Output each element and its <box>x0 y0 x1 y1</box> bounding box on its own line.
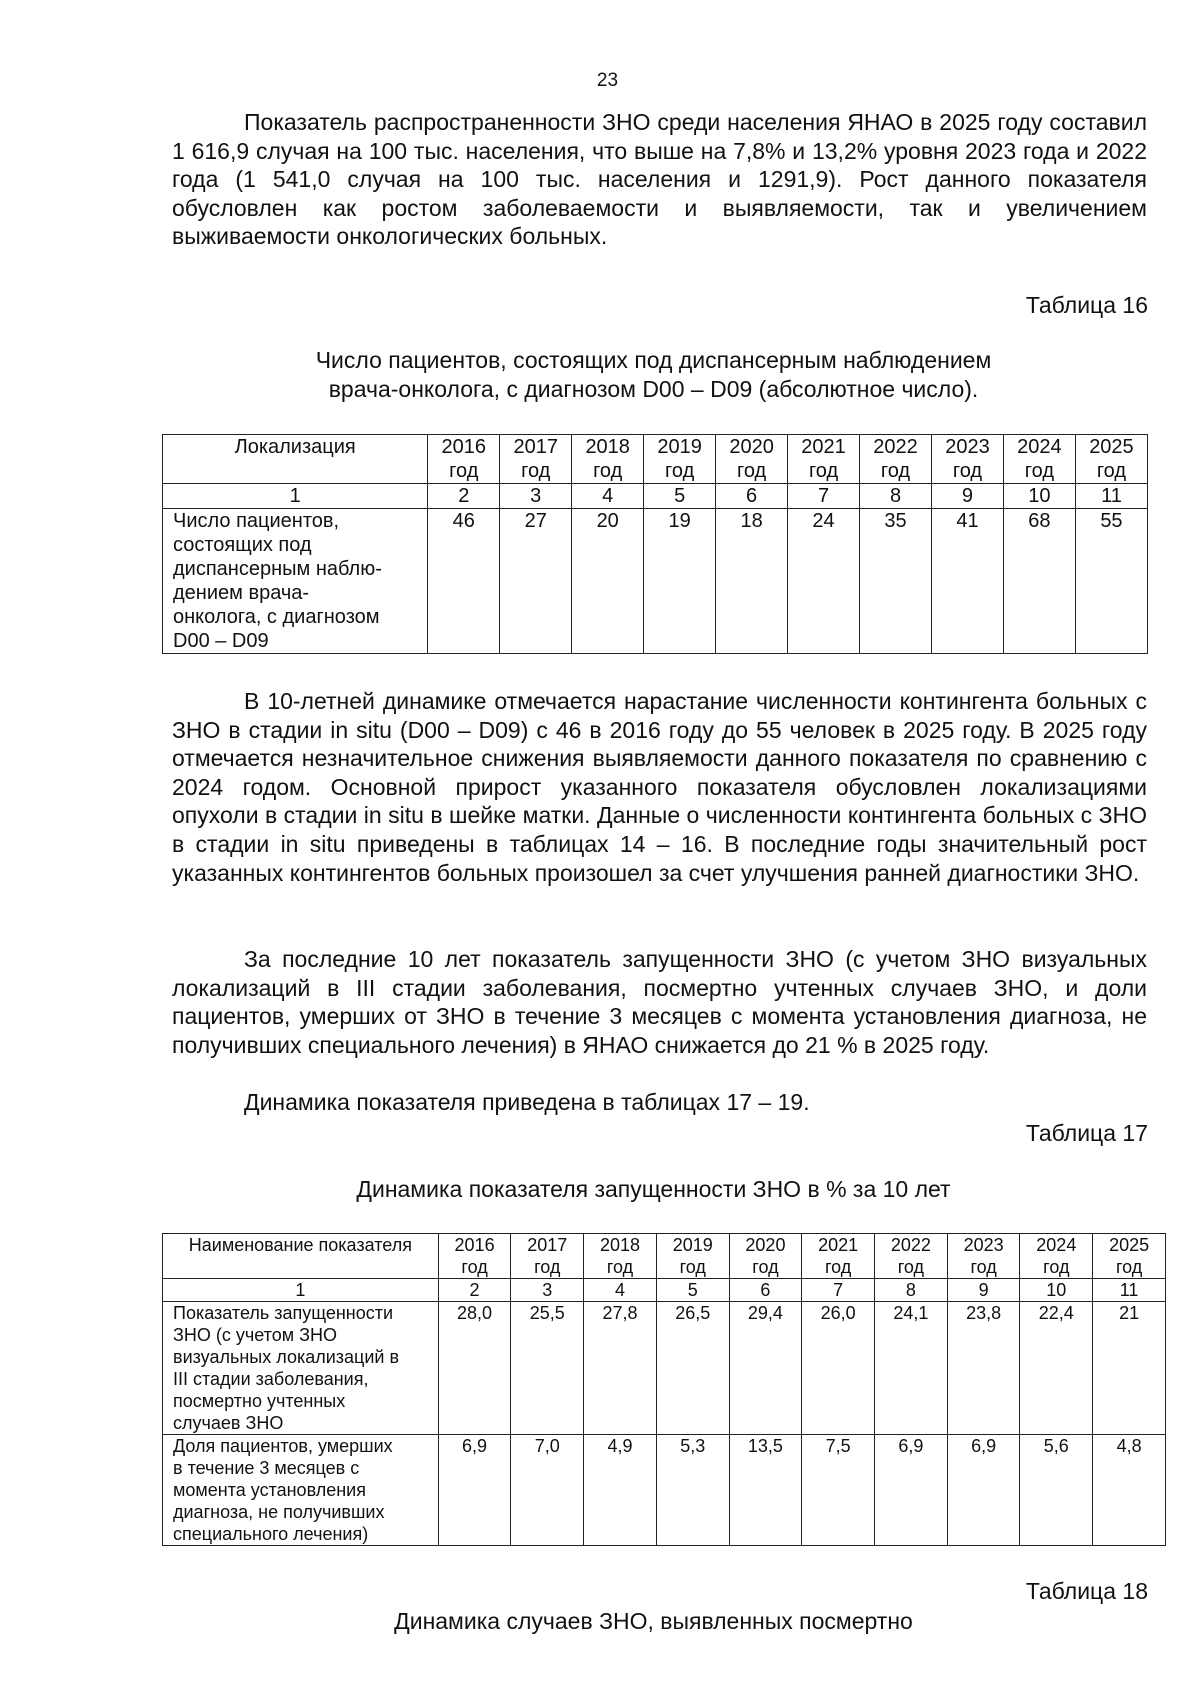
year-value: 2022 <box>873 436 918 458</box>
year-suffix: год <box>521 460 551 482</box>
year-value: 2016 <box>441 436 487 458</box>
table-row <box>163 1435 1166 1546</box>
row-name-line: случаев ЗНО <box>173 1413 284 1433</box>
cell-value: 22,4 <box>1020 1302 1093 1435</box>
column-header-year <box>438 1234 511 1279</box>
table-17-caption: Динамика показателя запущенности ЗНО в % за 10 лет <box>356 1176 951 1202</box>
year-suffix: год <box>897 1257 925 1277</box>
cell-value: 18 <box>716 509 788 654</box>
column-header-year <box>788 435 860 484</box>
year-value: 2024 <box>1036 1235 1077 1255</box>
year-value: 2021 <box>801 436 846 458</box>
year-value: 2018 <box>585 436 630 458</box>
year-value: 2018 <box>599 1235 641 1255</box>
column-number: 3 <box>511 1279 584 1302</box>
year-suffix: год <box>461 1257 488 1277</box>
column-number: 3 <box>500 484 572 509</box>
table-16 <box>162 434 1148 654</box>
column-number: 9 <box>931 484 1003 509</box>
table-18-caption: Динамика случаев ЗНО, выявленных посмертно <box>394 1608 913 1634</box>
cell-value: 46 <box>428 509 500 654</box>
year-value: 2021 <box>818 1235 859 1255</box>
year-suffix: год <box>679 1257 706 1277</box>
cell-value: 27,8 <box>584 1302 657 1435</box>
cell-value: 28,0 <box>438 1302 511 1435</box>
row-name-line: Показатель запущенности <box>173 1303 394 1323</box>
column-header-year <box>644 435 716 484</box>
year-suffix: год <box>449 460 479 482</box>
cell-value: 24,1 <box>875 1302 948 1435</box>
paragraph-prevalence: Показатель распространенности ЗНО среди населения ЯНАО в 2025 году составил 1 616,9 случая на 100 тыс. населения, что выше на 7,8% и 13,2% уровня 2023 года и 2022 года (1 541,0 случая на 100 тыс. населения и 1291,9). Рост данного показателя обусловлен как ростом заболеваемости и выявляемости, так и увеличением выживаемости онкологических больных. <box>172 109 1147 250</box>
column-number: 5 <box>644 484 716 509</box>
row-name-line: дением врача- <box>173 582 310 604</box>
table-row <box>163 509 1148 654</box>
column-header-year <box>511 1234 584 1279</box>
year-suffix: год <box>825 1257 852 1277</box>
table-16-caption <box>160 346 1147 404</box>
year-value: 2025 <box>1109 1235 1150 1255</box>
year-value: 2016 <box>454 1235 495 1255</box>
row-name-line: визуальных локализаций в <box>173 1347 400 1367</box>
year-suffix: год <box>665 460 695 482</box>
column-header-year <box>729 1234 802 1279</box>
column-number-row <box>163 484 1148 509</box>
cell-value: 4,9 <box>584 1435 657 1546</box>
row-name-line: Число пациентов, <box>173 510 340 532</box>
header-row <box>163 435 1148 484</box>
year-suffix: год <box>1043 1257 1070 1277</box>
column-number: 11 <box>1075 484 1147 509</box>
column-header-year <box>716 435 788 484</box>
year-suffix: год <box>1024 460 1055 482</box>
paragraph-in-situ-dynamics: В 10-летней динамике отмечается нарастание численности контингента больных с ЗНО в стадии in situ (D00 – D09) с 46 в 2016 году до 55 человек в 2025 году. В 2025 году отмечается незначительное снижения выявляемости данного показателя по сравнению с 2024 годом. Основной прирост указанного показателя обусловлен локализациями опухоли в стадии in situ в шейке матки. Данные о численности контингента больных с ЗНО в стадии in situ приведены в таблицах 14 – 16. В последние годы значительный рост указанных контингентов больных произошел за счет улучшения ранней диагностики ЗНО. <box>172 688 1147 886</box>
row-name-line: посмертно учтенных <box>173 1391 346 1411</box>
row-name-line: ЗНО (с учетом ЗНО <box>173 1325 337 1345</box>
year-value: 2020 <box>745 1235 786 1255</box>
year-suffix: год <box>970 1257 997 1277</box>
year-suffix: год <box>752 1257 779 1277</box>
column-number: 1 <box>163 1279 439 1302</box>
cell-value: 13,5 <box>729 1435 802 1546</box>
row-name-line: онколога, с диагнозом <box>173 606 380 628</box>
cell-value: 55 <box>1075 509 1147 654</box>
cell-value: 20 <box>572 509 644 654</box>
column-header-year <box>500 435 572 484</box>
column-header-year <box>572 435 644 484</box>
column-number: 10 <box>1003 484 1075 509</box>
column-header-year <box>1093 1234 1166 1279</box>
year-suffix: год <box>593 460 623 482</box>
row-name <box>163 509 428 654</box>
column-header-year <box>802 1234 875 1279</box>
header-row <box>163 1234 1166 1279</box>
column-header-year <box>860 435 932 484</box>
cell-value: 6,9 <box>947 1435 1020 1546</box>
cell-value: 27 <box>500 509 572 654</box>
year-value: 2017 <box>513 436 558 458</box>
cell-value: 29,4 <box>729 1302 802 1435</box>
table-16-caption-line1: Число пациентов, состоящих под диспансерным наблюдением <box>315 347 992 373</box>
row-name-line: специального лечения) <box>173 1524 369 1544</box>
column-header-year <box>947 1234 1020 1279</box>
cell-value: 21 <box>1093 1302 1166 1435</box>
table-row <box>163 1302 1166 1435</box>
row-name-line: Доля пациентов, умерших <box>173 1436 393 1456</box>
page-number: 23 <box>596 70 619 91</box>
year-suffix: год <box>736 460 767 482</box>
year-value: 2019 <box>657 436 702 458</box>
row-name-line: диспансерным наблю- <box>173 558 382 580</box>
column-number: 9 <box>947 1279 1020 1302</box>
cell-value: 24 <box>788 509 860 654</box>
paragraph-neglect-indicator: За последние 10 лет показатель запущенности ЗНО (с учетом ЗНО визуальных локализаций в III стадии заболевания, посмертно учтенных случаев ЗНО, и доли пациентов, умерших от ЗНО в течение 3 месяцев с момента установления диагноза, не получивших специального лечения) в ЯНАО снижается до 21 % в 2025 году. <box>172 946 1147 1058</box>
paragraph-dynamics-reference: Динамика показателя приведена в таблицах 17 – 19. <box>244 1089 810 1115</box>
cell-value: 5,3 <box>656 1435 729 1546</box>
column-header-year <box>584 1234 657 1279</box>
cell-value: 25,5 <box>511 1302 584 1435</box>
column-number: 4 <box>584 1279 657 1302</box>
year-suffix: год <box>534 1257 561 1277</box>
cell-value: 7,5 <box>802 1435 875 1546</box>
cell-value: 5,6 <box>1020 1435 1093 1546</box>
cell-value: 23,8 <box>947 1302 1020 1435</box>
table-17-label: Таблица 17 <box>1025 1120 1148 1146</box>
year-suffix: год <box>606 1257 634 1277</box>
column-header-name: Локализация <box>163 435 428 484</box>
column-number: 1 <box>163 484 428 509</box>
year-suffix: год <box>880 460 911 482</box>
cell-value: 41 <box>931 509 1003 654</box>
year-suffix: год <box>1115 1257 1143 1277</box>
year-value: 2022 <box>890 1235 931 1255</box>
table-18-label: Таблица 18 <box>1025 1578 1148 1604</box>
column-header-year <box>656 1234 729 1279</box>
cell-value: 6,9 <box>875 1435 948 1546</box>
table-16-caption-line2: врача-онколога, с диагнозом D00 – D09 (абсолютное число). <box>328 376 979 402</box>
column-header-year <box>1020 1234 1093 1279</box>
cell-value: 4,8 <box>1093 1435 1166 1546</box>
column-number: 11 <box>1093 1279 1166 1302</box>
row-name-line: в течение 3 месяцев с <box>173 1458 360 1478</box>
cell-value: 26,0 <box>802 1302 875 1435</box>
column-number: 2 <box>428 484 500 509</box>
row-name <box>163 1435 439 1546</box>
column-number: 2 <box>438 1279 511 1302</box>
year-value: 2025 <box>1089 436 1134 458</box>
table-16-label: Таблица 16 <box>1025 292 1148 318</box>
row-name-line: состоящих под <box>173 534 312 556</box>
column-header-year <box>875 1234 948 1279</box>
column-number: 7 <box>788 484 860 509</box>
column-number-row <box>163 1279 1166 1302</box>
year-value: 2019 <box>672 1235 713 1255</box>
row-name <box>163 1302 439 1435</box>
row-name-line: момента установления <box>173 1480 366 1500</box>
year-value: 2017 <box>527 1235 568 1255</box>
row-name-line: III стадии заболевания, <box>173 1369 369 1389</box>
column-number: 6 <box>729 1279 802 1302</box>
column-header-year <box>428 435 500 484</box>
cell-value: 26,5 <box>656 1302 729 1435</box>
table-17 <box>162 1233 1166 1546</box>
year-suffix: год <box>952 460 983 482</box>
cell-value: 68 <box>1003 509 1075 654</box>
cell-value: 35 <box>860 509 932 654</box>
cell-value: 6,9 <box>438 1435 511 1546</box>
column-header-name: Наименование показателя <box>163 1234 439 1279</box>
row-name-line: диагноза, не получивших <box>173 1502 385 1522</box>
column-number: 6 <box>716 484 788 509</box>
year-value: 2020 <box>729 436 774 458</box>
column-header-year <box>931 435 1003 484</box>
year-suffix: год <box>1096 460 1127 482</box>
year-suffix: год <box>808 460 839 482</box>
year-value: 2023 <box>963 1235 1004 1255</box>
cell-value: 7,0 <box>511 1435 584 1546</box>
cell-value: 19 <box>644 509 716 654</box>
column-number: 8 <box>860 484 932 509</box>
column-number: 4 <box>572 484 644 509</box>
column-number: 7 <box>802 1279 875 1302</box>
column-number: 5 <box>656 1279 729 1302</box>
column-header-year <box>1003 435 1075 484</box>
column-number: 8 <box>875 1279 948 1302</box>
column-number: 10 <box>1020 1279 1093 1302</box>
column-header-year <box>1075 435 1147 484</box>
year-value: 2024 <box>1017 436 1062 458</box>
year-value: 2023 <box>945 436 990 458</box>
row-name-line: D00 – D09 <box>173 630 269 652</box>
